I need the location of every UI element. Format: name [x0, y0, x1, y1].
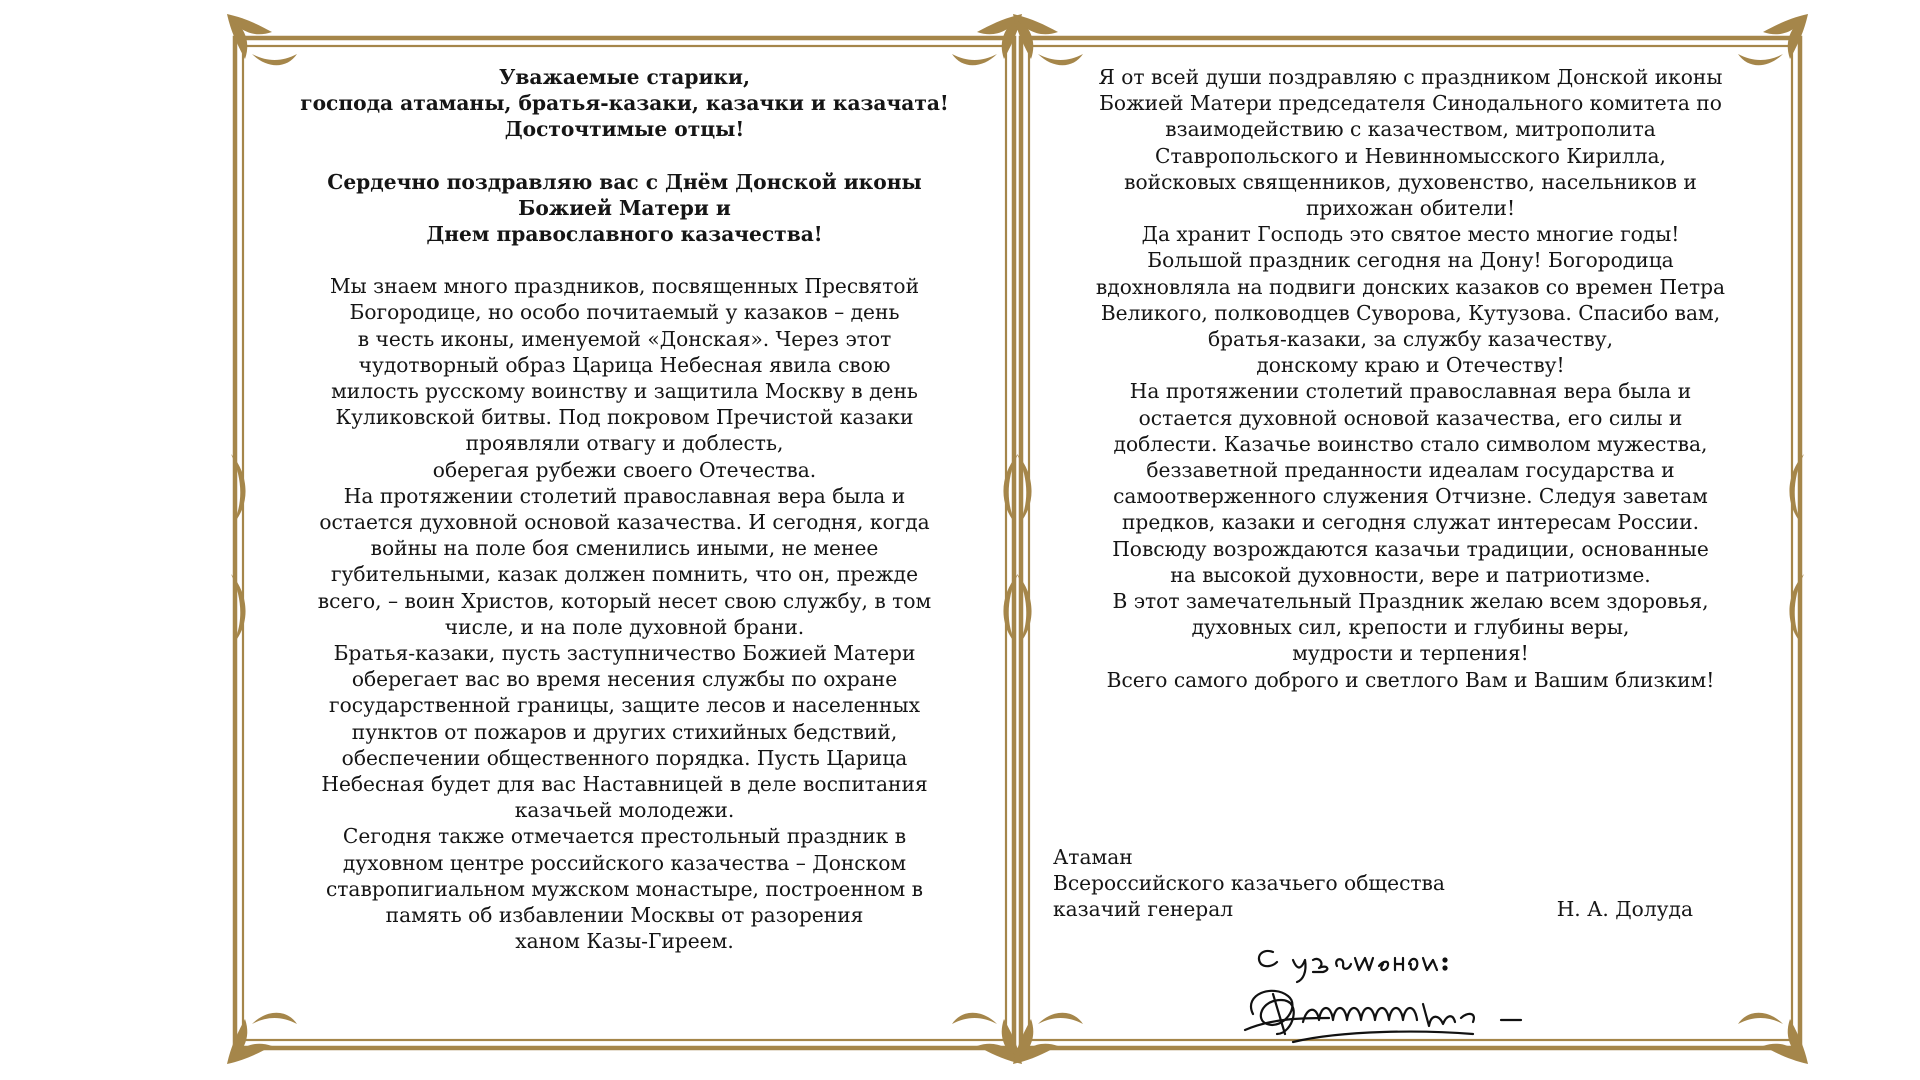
corner-ornament-bottom-left: [1013, 1013, 1083, 1064]
body-line: числе, и на поле духовной брани.: [444, 614, 805, 639]
paragraph-gap: [267, 247, 982, 273]
corner-ornament-bottom-right: [952, 1013, 1022, 1064]
greeting-line: господа атаманы, братья-казаки, казачки и казачата!: [300, 91, 949, 116]
body-line: губительными, казак должен помнить, что он, прежде: [330, 562, 919, 587]
body-line: В этот замечательный Праздник желаю всем здоровья,: [1112, 589, 1709, 614]
body-line: духовном центре российского казачества – Донском: [342, 850, 907, 875]
body-line: Божией Матери председателя Синодального комитета по: [1099, 91, 1722, 116]
body-line: взаимодействию с казачеством, митрополита: [1165, 117, 1656, 142]
body-line: беззаветной преданности идеалам государства и: [1146, 458, 1675, 483]
body-line: всего, – воин Христов, который несет свою службу, в том: [317, 588, 932, 613]
body-line: Большой праздник сегодня на Дону! Богородица: [1147, 248, 1674, 273]
body-line: вдохновляла на подвиги донских казаков со времен Петра: [1095, 274, 1726, 299]
body-line: прихожан обители!: [1305, 196, 1516, 221]
body-line: ханом Казы-Гиреем.: [515, 929, 734, 954]
body-line: На протяжении столетий православная вера была и: [343, 483, 906, 508]
body-line: оберегая рубежи своего Отечества.: [432, 457, 817, 482]
body-line: предков, казаки и сегодня служат интересам России.: [1121, 510, 1700, 535]
left-letter-text: [267, 64, 982, 955]
greeting-heading: [267, 64, 982, 143]
body-line: милость русскому воинству и защитила Москву в день: [331, 379, 918, 404]
right-page: [1013, 14, 1808, 1064]
congratulation-line: Днем православного казачества!: [426, 222, 823, 247]
body-line: Сегодня также отмечается престольный праздник в: [342, 824, 907, 849]
body-line: мудрости и терпения!: [1292, 641, 1529, 666]
right-letter-text: [1053, 64, 1768, 693]
body-line: Всего самого доброго и светлого Вам и Вашим близким!: [1106, 667, 1715, 692]
handwritten-signature: [1233, 934, 1563, 1054]
paragraph-gap: [267, 143, 982, 169]
signature-block: [1053, 844, 1693, 923]
greeting-line: Уважаемые старики,: [499, 65, 750, 89]
body-line: на высокой духовности, вере и патриотизме.: [1170, 562, 1651, 587]
signatory-name: Н. А. Долуда: [1556, 897, 1693, 922]
body-line: доблести. Казачье воинство стало символом мужества,: [1113, 431, 1708, 456]
body-line: Ставропольского и Невинномысского Кирилла,: [1155, 143, 1666, 168]
body-line: самоотверженного служения Отчизне. Следуя заветам: [1113, 484, 1708, 509]
left-body-text: [267, 273, 982, 954]
body-line: ставропигиальном мужском монастыре, построенном в: [325, 876, 924, 901]
congratulation-heading: [267, 169, 982, 248]
corner-ornament-bottom-right: [1738, 1013, 1808, 1064]
body-line: Я от всей души поздравляю с праздником Донской иконы: [1098, 65, 1723, 89]
body-line: войсковых священников, духовенство, насельников и: [1124, 169, 1697, 194]
corner-ornament-bottom-left: [227, 1013, 297, 1064]
signatory-title-line: Всероссийского казачьего общества: [1053, 871, 1445, 896]
body-line: обеспечении общественного порядка. Пусть Царица: [341, 745, 908, 770]
body-line: На протяжении столетий православная вера была и: [1129, 379, 1692, 404]
body-line: память об избавлении Москвы от разорения: [385, 903, 864, 928]
body-line: оберегает вас во время несения службы по охране: [351, 667, 898, 692]
congratulation-line: Божией Матери и: [518, 195, 731, 220]
body-line: Великого, полководцев Суворова, Кутузова. Спасибо вам,: [1100, 300, 1721, 325]
body-line: донскому краю и Отечеству!: [1256, 353, 1565, 378]
body-line: Братья-казаки, пусть заступничество Божией Матери: [333, 641, 916, 666]
body-line: Куликовской битвы. Под покровом Пречистой казаки: [335, 405, 914, 430]
body-line: в честь иконы, именуемой «Донская». Через этот: [357, 326, 892, 351]
body-line: казачьей молодежи.: [514, 798, 735, 823]
body-line: духовных сил, крепости и глубины веры,: [1191, 615, 1630, 640]
congratulation-line: Сердечно поздравляю вас с Днём Донской иконы: [327, 169, 922, 194]
body-line: проявляли отвагу и доблесть,: [465, 431, 784, 456]
greeting-line: Досточтимые отцы!: [504, 117, 745, 142]
signatory-title-line: Атаман: [1053, 845, 1133, 869]
body-line: Богородице, но особо почитаемый у казаков – день: [349, 300, 900, 325]
body-line: остается духовной основой казачества, его силы и: [1138, 405, 1683, 430]
body-line: Да хранит Господь это святое место многие годы!: [1141, 222, 1680, 247]
body-line: государственной границы, защите лесов и населенных: [329, 693, 920, 718]
body-line: остается духовной основой казачества. И сегодня, когда: [319, 510, 930, 535]
body-line: Небесная будет для вас Наставницей в деле воспитания: [321, 772, 928, 797]
body-line: пунктов от пожаров и других стихийных бедствий,: [351, 719, 898, 744]
body-line: чудотворный образ Царица Небесная явила свою: [358, 352, 891, 377]
signatory-title-line: казачий генерал: [1053, 897, 1234, 922]
left-page: [227, 14, 1022, 1064]
body-line: Повсюду возрождаются казачьи традиции, основанные: [1112, 536, 1709, 561]
body-line: братья-казаки, за службу казачеству,: [1207, 327, 1614, 352]
body-line: Мы знаем много праздников, посвященных Пресвятой: [329, 274, 920, 299]
body-line: войны на поле боя сменились иными, не менее: [370, 536, 879, 561]
